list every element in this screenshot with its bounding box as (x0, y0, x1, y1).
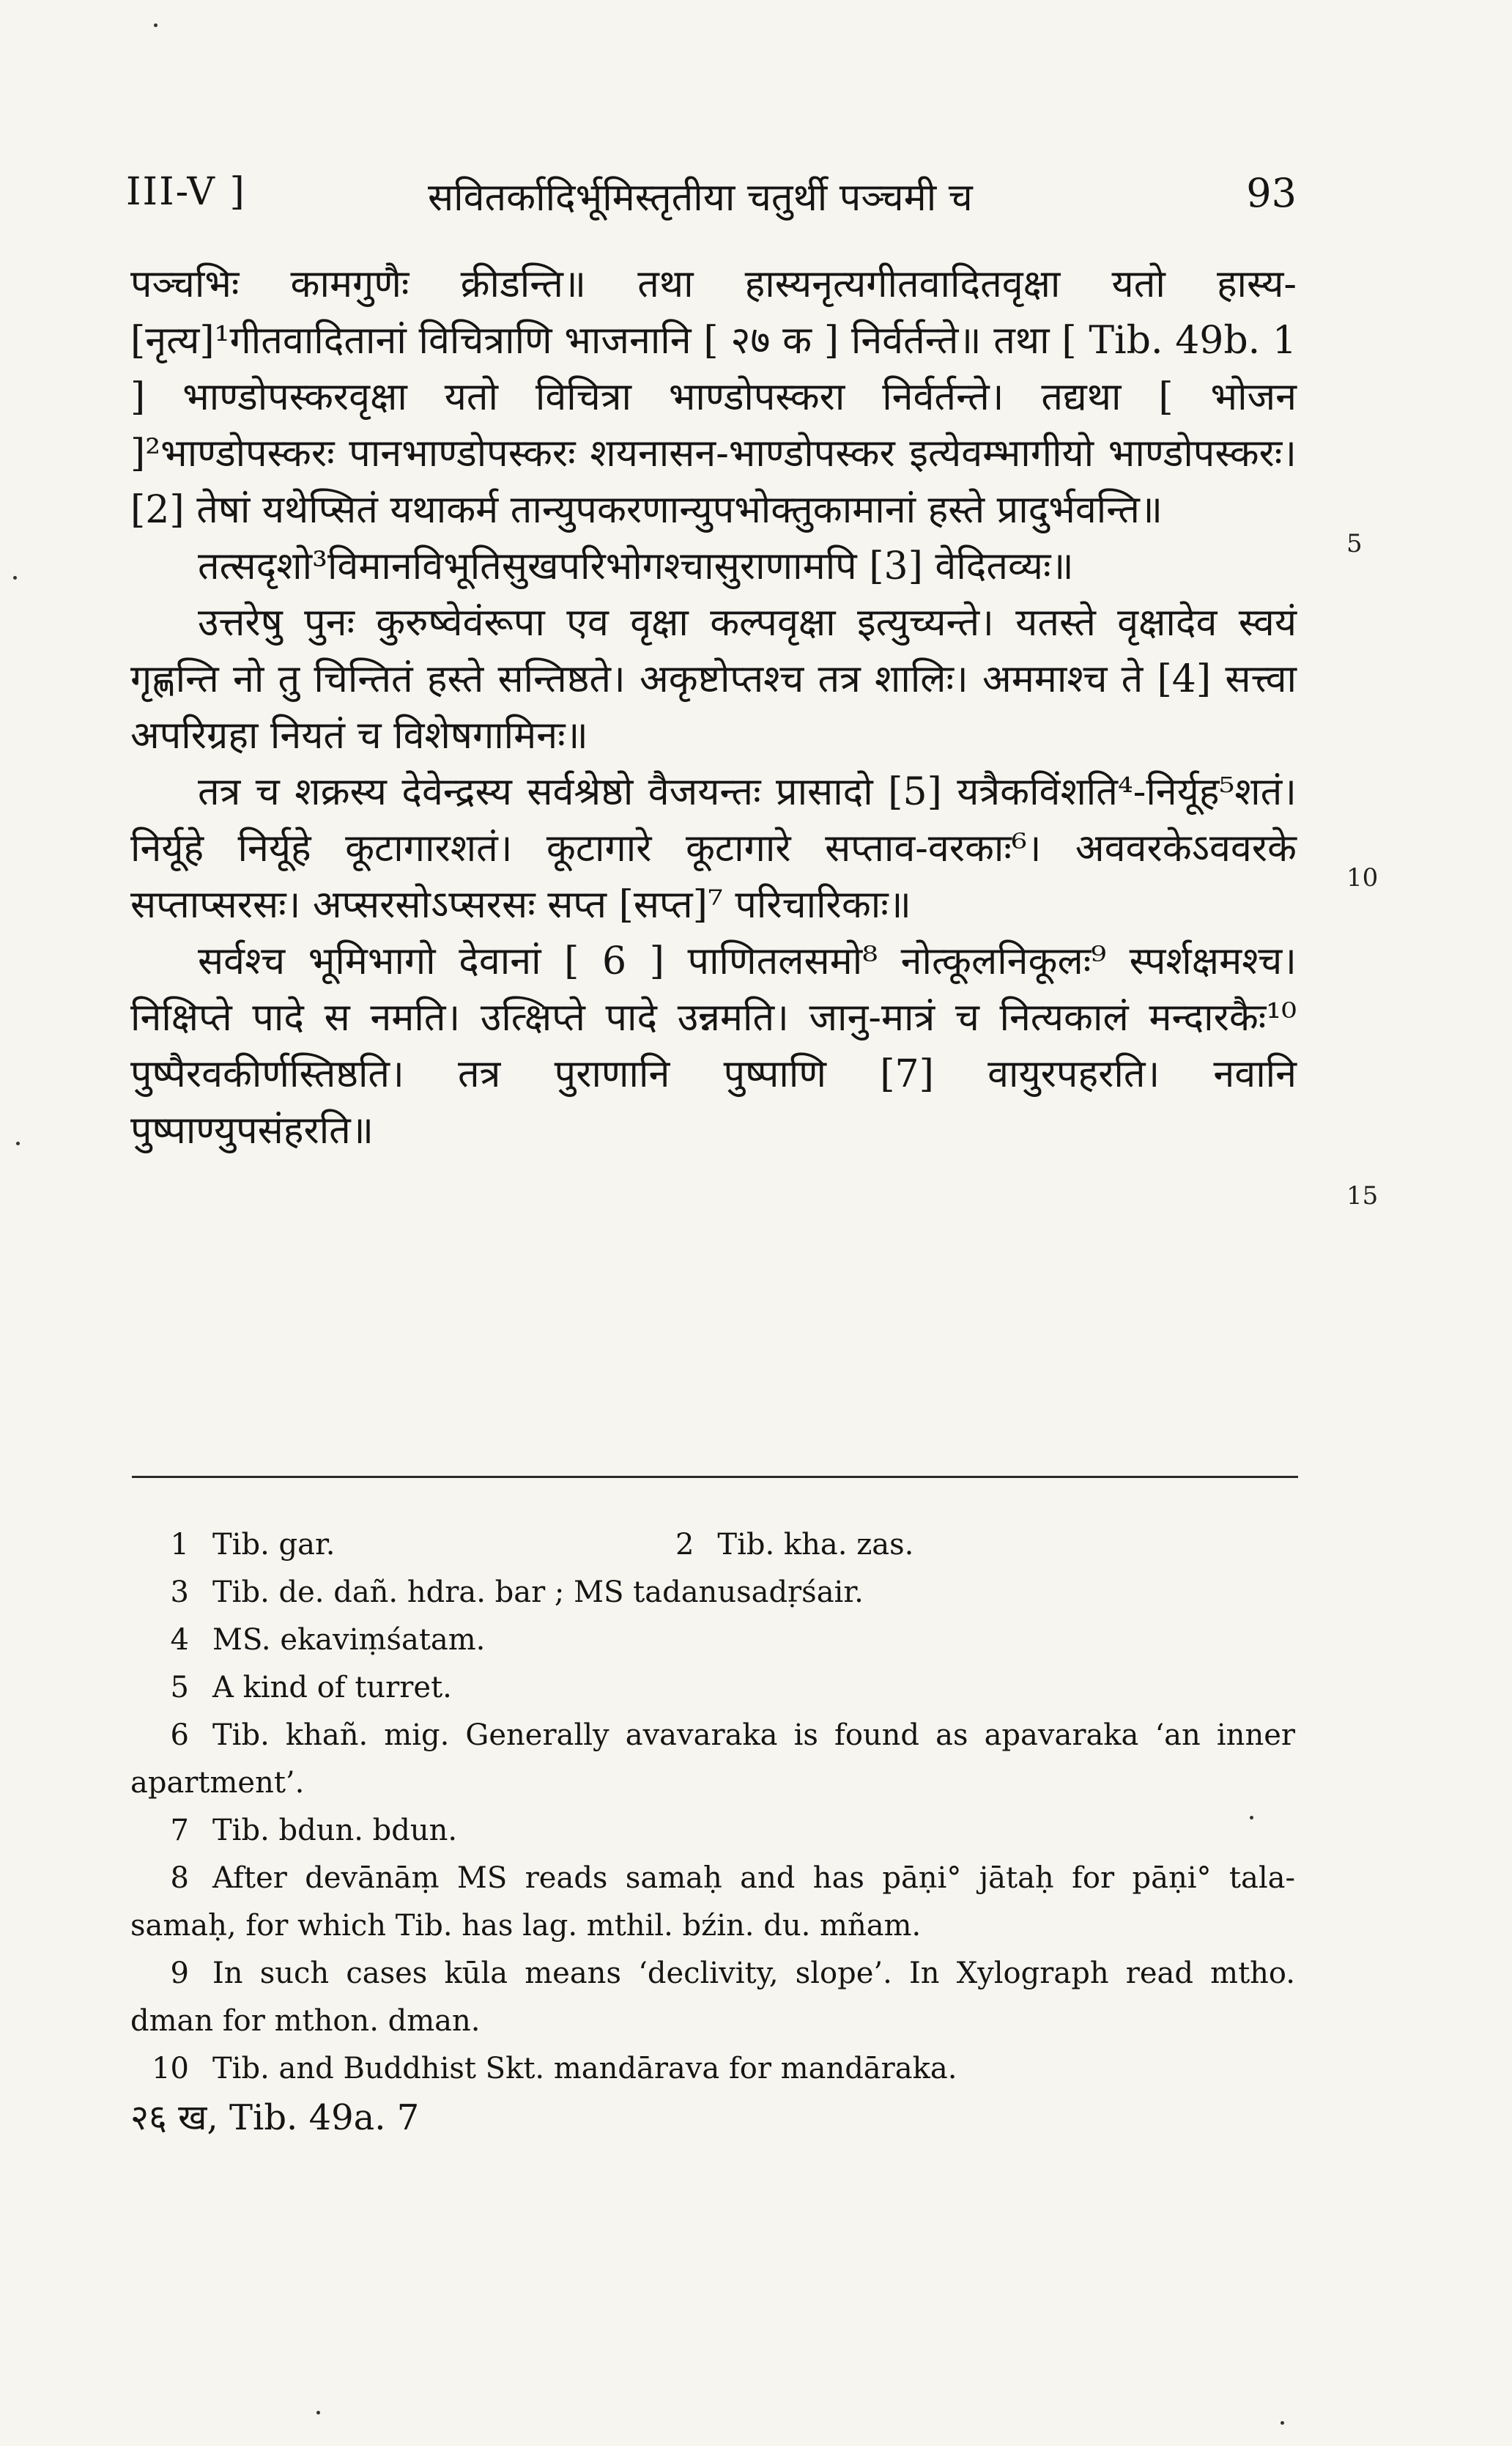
footnote (130, 1521, 335, 1569)
footnote-number: 2 (675, 1528, 694, 1562)
footnote-row (130, 1521, 1295, 1569)
footnote (130, 1807, 1295, 1855)
paragraph: सर्वश्च भूमिभागो देवानां [ 6 ] पाणितलसमो⁸ नोत्कूलनिकूलः⁹ स्पर्शक्षमश्च। निक्षिप्ते पादे स नमति। उत्क्षिप्ते पादे उन्नमति। जानु-मात्रं च नित्यकालं मन्दारकैः¹⁰ पुष्पैरवकीर्णस्तिष्ठति। तत्र पुराणानि पुष्पाणि [7] वायुरपहरति। नवानि पुष्पाण्युपसंहरति॥ (130, 939, 1297, 1153)
footnote-number: 10 (152, 2052, 189, 2085)
line-number: 5 (1346, 529, 1363, 558)
footnote-text: In such cases kūla means ‘declivity, slope’. In Xylograph read mtho. dman for mthon. dman. (130, 1957, 1295, 2038)
paragraph: तत्र च शक्रस्य देवेन्द्रस्य सर्वश्रेष्ठो वैजयन्तः प्रासादो [5] यत्रैकविंशति⁴-निर्यूह⁵शतं। निर्यूहे निर्यूहे कूटागारशतं। कूटागारे कूटागारे सप्ताव-वरकाः⁶। अववरकेऽववरके सप्ताप्सरसः। अप्सरसोऽप्सरसः सप्त [सप्त]⁷ परिचारिकाः॥ (130, 770, 1297, 927)
footnote-number: 6 (170, 1718, 189, 1752)
speck (154, 23, 158, 27)
footnote-text: A kind of turret. (212, 1671, 452, 1704)
footnote (130, 1712, 1295, 1807)
footnote (130, 2045, 1295, 2093)
footnote-number: 8 (170, 1861, 189, 1895)
speck (1250, 1816, 1253, 1819)
running-header (126, 170, 1297, 229)
line-number: 15 (1346, 1181, 1379, 1211)
footnote (130, 1616, 1295, 1664)
speck (1281, 2421, 1284, 2425)
footnote (130, 1664, 1295, 1712)
footnote-rule (132, 1476, 1298, 1478)
footnote-number: 1 (170, 1528, 189, 1562)
footnote-number: 7 (170, 1814, 189, 1847)
main-text (130, 256, 1297, 1159)
speck (13, 576, 17, 580)
speck (16, 1142, 20, 1145)
footnote-text: Tib. khañ. mig. Generally avavaraka is found as apavaraka ‘an inner apartment’. (130, 1718, 1295, 1800)
footnotes (130, 1521, 1295, 2093)
line-number: 10 (1346, 863, 1379, 893)
footnote (130, 1569, 1295, 1616)
footnote-text: Tib. and Buddhist Skt. mandārava for mandāraka. (212, 2052, 957, 2085)
printer-signature: २६ ख, Tib. 49a. 7 (130, 2097, 420, 2138)
running-title: सवितर्कादिर्भूमिस्तृतीया चतुर्थी पञ्चमी च (428, 176, 973, 220)
paragraph: पञ्चभिः कामगुणैः क्रीडन्ति॥ तथा हास्यनृत्यगीतवादितवृक्षा यतो हास्य-[नृत्य]¹गीतवादितानां विचित्राणि भाजनानि [ २७ क ] निर्वर्तन्ते॥ तथा [ Tib. 49b. 1 ] भाण्डोपस्करवृक्षा यतो विचित्रा भाण्डोपस्करा निर्वर्तन्ते। तद्यथा [ भोजन ]²भाण्डोपस्करः पानभाण्डोपस्करः शयनासन-भाण्डोपस्कर इत्येवम्भागीयो भाण्डोपस्करः। [2] तेषां यथेप्सितं यथाकर्म तान्युपकरणान्युपभोक्तुकामानां हस्ते प्रादुर्भवन्ति॥ (130, 262, 1297, 532)
footnote-number: 3 (170, 1575, 189, 1609)
speck (316, 2411, 320, 2414)
paragraph: उत्तरेषु पुनः कुरुष्वेवंरूपा एव वृक्षा कल्पवृक्षा इत्युच्यन्ते। यतस्ते वृक्षादेव स्वयं गृह्णन्ति नो तु चिन्तितं हस्ते सन्तिष्ठते। अकृष्टोप्तश्च तत्र शालिः। अममाश्च ते [4] सत्त्वा अपरिग्रहा नियतं च विशेषगामिनः॥ (130, 601, 1297, 758)
footnote-text: Tib. de. dañ. hdra. bar ; MS tadanusadṛśair. (212, 1575, 864, 1609)
footnote-text: Tib. bdun. bdun. (212, 1814, 458, 1847)
paragraph: तत्सदृशो³विमानविभूतिसुखपरिभोगश्चासुराणामपि [3] वेदितव्यः॥ (198, 544, 1074, 588)
footnote-text: Tib. kha. zas. (717, 1528, 914, 1562)
footnote-text: MS. ekaviṃśatam. (212, 1623, 486, 1657)
footnote-number: 4 (170, 1623, 189, 1657)
footnote-text: Tib. gar. (212, 1528, 336, 1562)
footnote-number: 5 (170, 1671, 189, 1704)
footnote (130, 1855, 1295, 1950)
footnote (635, 1521, 914, 1569)
section-range: III-V ] (126, 170, 246, 214)
footnote-number: 9 (170, 1957, 189, 1990)
page-number: 93 (1246, 170, 1297, 216)
footnote (130, 1950, 1295, 2045)
footnote-text: After devānāṃ MS reads samaḥ and has pāṇi° jātaḥ for pāṇi° tala-samaḥ, for which Tib. has lag. mthil. bźin. du. mñam. (130, 1861, 1295, 1943)
